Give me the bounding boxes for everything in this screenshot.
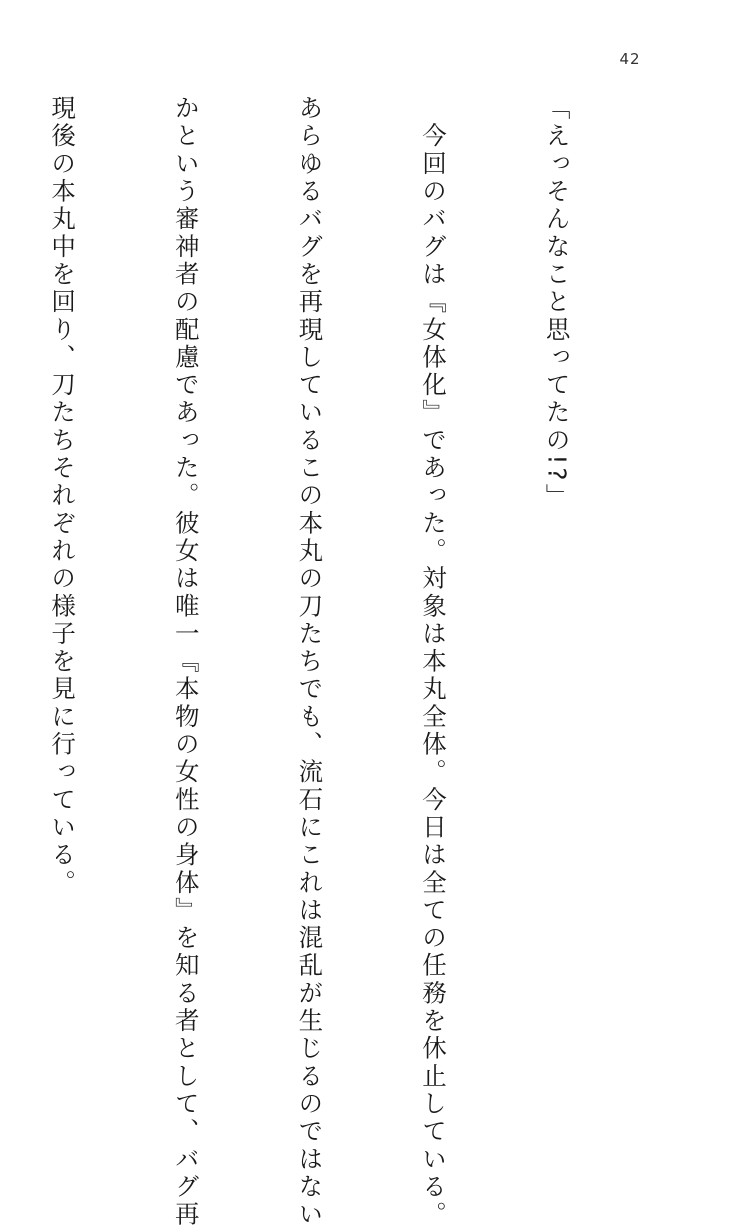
text-line: 「えっそんなこと思ってたの!?」 xyxy=(542,95,572,512)
vertical-text-body xyxy=(48,95,660,1229)
text-line: あらゆるバグを再現しているこの本丸の刀たちでも、流石にこれは混乱が生じるのではない xyxy=(295,95,325,1229)
text-line: かという審神者の配慮であった。彼女は唯一『本物の女性の身体』を知る者として、バグ再 xyxy=(171,95,201,1229)
text-line: 今回のバグは『女体化』であった。対象は本丸全体。今日は全ての任務を休止している。 xyxy=(418,95,448,1229)
text-line: 現後の本丸中を回り、刀たちそれぞれの様子を見に行っている。 xyxy=(48,95,78,897)
page-number: 42 xyxy=(619,50,641,68)
